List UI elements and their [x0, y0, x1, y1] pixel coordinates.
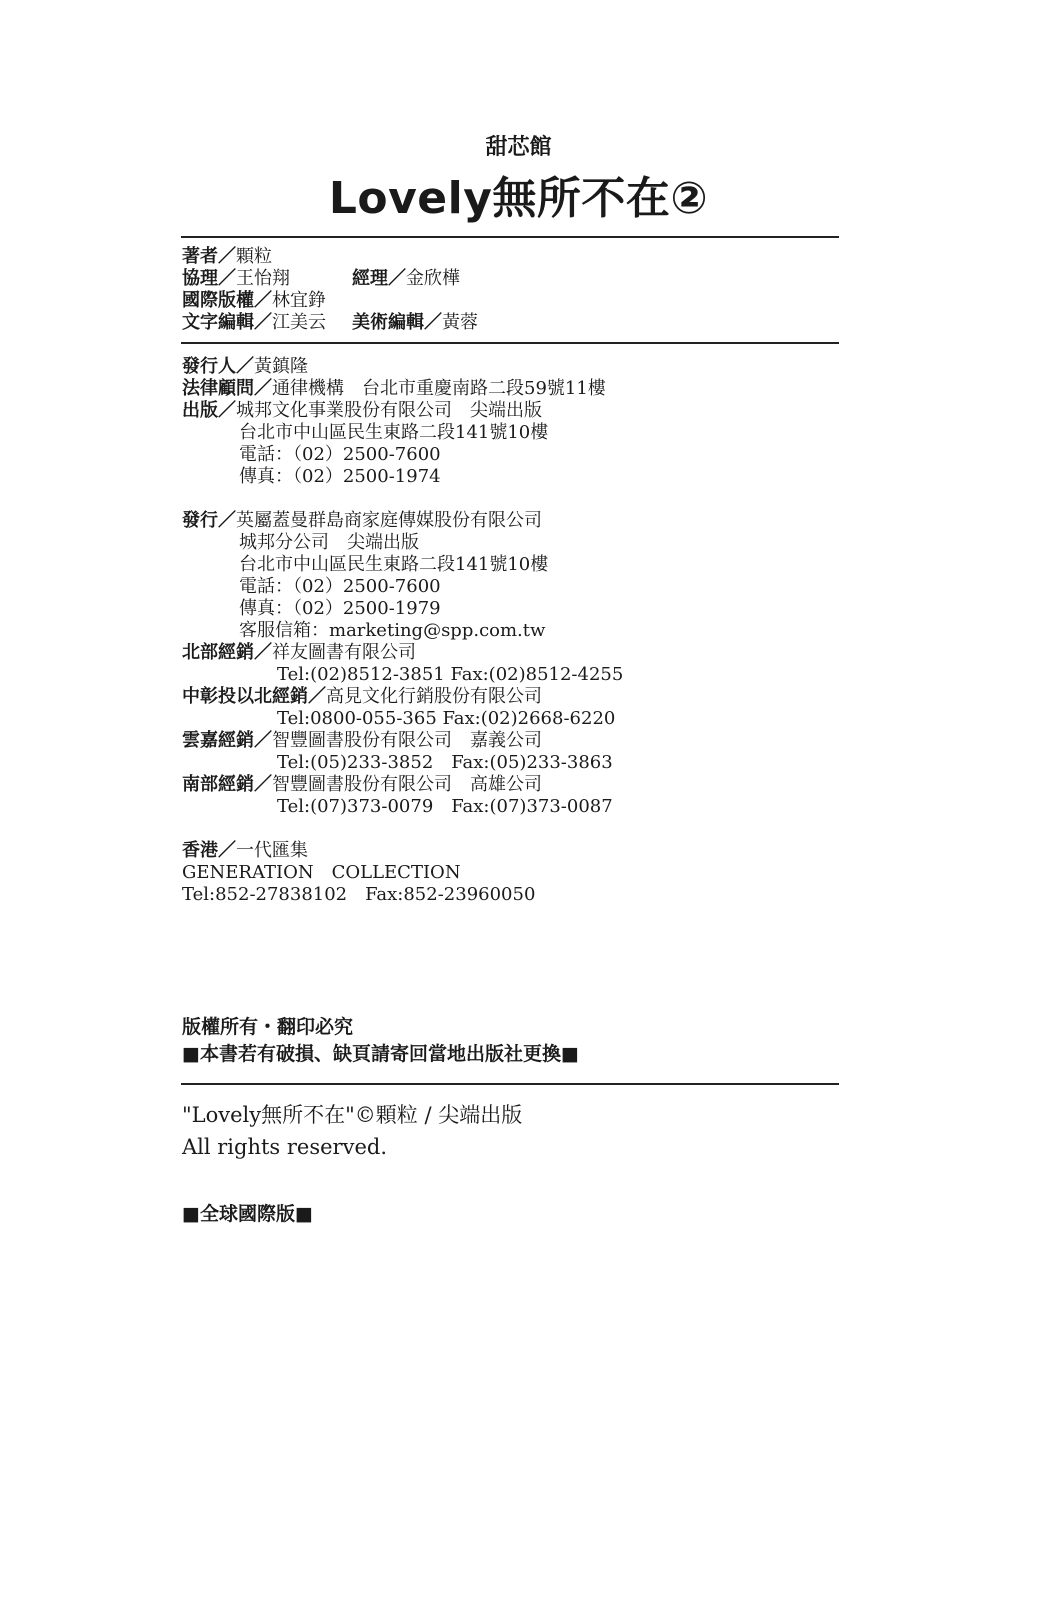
north-line — [182, 642, 623, 664]
distributor-phone: 電話：（02）2500-7600 — [239, 576, 441, 597]
issuer-line — [182, 356, 606, 378]
north-name: 祥友圖書有限公司 — [272, 642, 416, 663]
author-label: 著者／ — [182, 246, 236, 267]
text-editor-label: 文字編輯／ — [182, 312, 272, 333]
distributor-line — [182, 510, 623, 532]
rights-name: 林宜錚 — [272, 290, 326, 311]
replacement-notice: ■本書若有破損、缺頁請寄回當地出版社更換■ — [182, 1043, 579, 1065]
publisher-address: 台北市中山區民生東路二段141號10樓 — [239, 422, 549, 443]
art-editor-name: 黃蓉 — [442, 312, 478, 333]
issuer-name: 黃鎮隆 — [254, 356, 308, 377]
hongkong-tel: Tel:852-27838102 Fax:852-23960050 — [182, 884, 536, 905]
rights-reserved: All rights reserved. — [182, 1135, 388, 1159]
manager-label: 經理／ — [352, 268, 406, 289]
author-name: 顆粒 — [236, 246, 272, 267]
yunjia-name: 智豐圖書股份有限公司 嘉義公司 — [272, 730, 542, 751]
edition-label: ■全球國際版■ — [182, 1203, 313, 1225]
series-name: 甜芯館 — [485, 135, 552, 160]
central-line — [182, 686, 623, 708]
distributor-email: 客服信箱：marketing@spp.com.tw — [239, 620, 546, 641]
staff-credits — [182, 246, 478, 334]
assistant-name: 王怡翔 — [236, 268, 290, 289]
divider-middle — [181, 342, 839, 344]
book-title: Lovely無所不在② — [328, 173, 709, 224]
legal-name: 通律機構 台北市重慶南路二段59號11樓 — [272, 378, 606, 399]
manager-name: 金欣樺 — [406, 268, 460, 289]
central-label: 中彰投以北經銷／ — [182, 686, 326, 707]
hongkong-label: 香港／ — [182, 840, 236, 861]
art-editor-label: 美術編輯／ — [352, 312, 442, 333]
south-line — [182, 774, 623, 796]
south-tel: Tel:(07)373-0079 Fax:(07)373-0087 — [277, 796, 613, 817]
distributor-fax: 傳真：（02）2500-1979 — [239, 598, 441, 619]
central-name: 高見文化行銷股份有限公司 — [326, 686, 542, 707]
south-name: 智豐圖書股份有限公司 高雄公司 — [272, 774, 542, 795]
divider-bottom — [181, 1083, 839, 1085]
rights-line — [182, 290, 326, 312]
north-label: 北部經銷／ — [182, 642, 272, 663]
rights-credit: "Lovely無所不在"©顆粒 / 尖端出版 — [182, 1103, 523, 1127]
author-line — [182, 246, 326, 268]
distributor-branch: 城邦分公司 尖端出版 — [239, 532, 419, 553]
legal-line — [182, 378, 606, 400]
yunjia-line — [182, 730, 623, 752]
distributor-name: 英屬蓋曼群島商家庭傳媒股份有限公司 — [236, 510, 542, 531]
distributor-label: 發行／ — [182, 510, 236, 531]
hongkong-name: 一代匯集 — [236, 840, 308, 861]
publish-label: 出版／ — [182, 400, 236, 421]
north-tel: Tel:(02)8512-3851 Fax:(02)8512-4255 — [277, 664, 624, 685]
divider-top — [181, 236, 839, 238]
publish-name: 城邦文化事業股份有限公司 尖端出版 — [236, 400, 542, 421]
distributor-address: 台北市中山區民生東路二段141號10樓 — [239, 554, 549, 575]
legal-label: 法律顧問／ — [182, 378, 272, 399]
publish-line — [182, 400, 606, 422]
copyright-notice: 版權所有・翻印必究 — [182, 1016, 354, 1038]
south-label: 南部經銷／ — [182, 774, 272, 795]
publisher-info — [182, 356, 606, 488]
issuer-label: 發行人／ — [182, 356, 254, 377]
hongkong-line — [182, 840, 535, 862]
hongkong-english: GENERATION COLLECTION — [182, 862, 461, 883]
yunjia-label: 雲嘉經銷／ — [182, 730, 272, 751]
distribution-info — [182, 510, 623, 818]
text-editor-name: 江美云 — [272, 312, 326, 333]
assistant-label: 協理／ — [182, 268, 236, 289]
central-tel: Tel:0800-055-365 Fax:(02)2668-6220 — [277, 708, 616, 729]
rights-label: 國際版權／ — [182, 290, 272, 311]
publisher-phone: 電話：（02）2500-7600 — [239, 444, 441, 465]
yunjia-tel: Tel:(05)233-3852 Fax:(05)233-3863 — [277, 752, 613, 773]
editor-line — [182, 312, 478, 334]
hongkong-info — [182, 840, 535, 906]
publisher-fax: 傳真：（02）2500-1974 — [239, 466, 441, 487]
assistant-line — [182, 268, 460, 290]
